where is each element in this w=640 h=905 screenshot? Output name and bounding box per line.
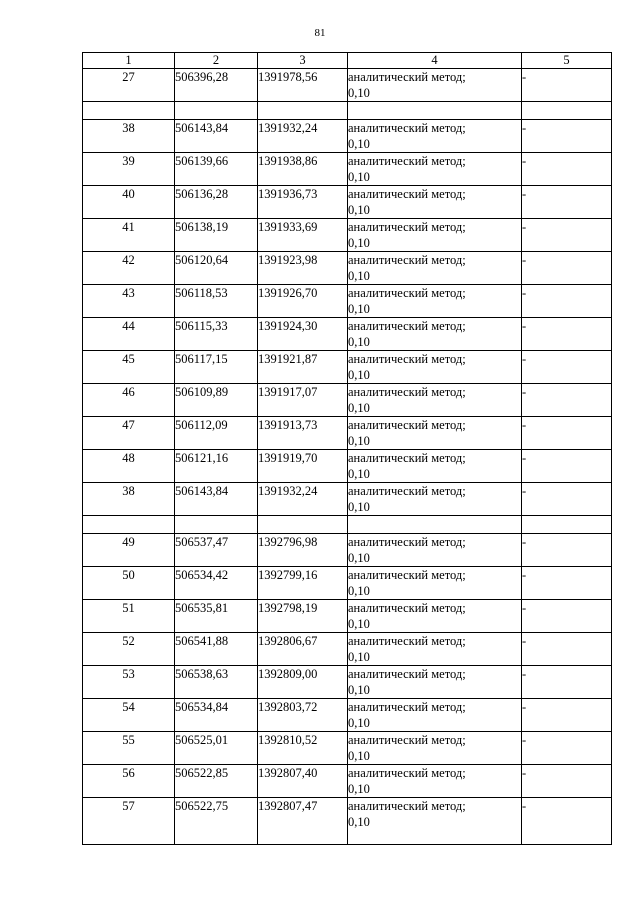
y-coordinate-cell: 1391932,24 <box>258 120 348 153</box>
y-coordinate-cell: 1391936,73 <box>258 186 348 219</box>
method-text: аналитический метод; <box>348 766 466 780</box>
table-row <box>83 600 612 633</box>
accuracy-value: 0,10 <box>348 749 370 763</box>
y-coordinate-cell: 1391923,98 <box>258 252 348 285</box>
note-cell: - <box>522 219 612 252</box>
empty-cell <box>175 516 258 534</box>
empty-cell <box>522 516 612 534</box>
x-coordinate-cell: 506139,66 <box>175 153 258 186</box>
note-cell: - <box>522 732 612 765</box>
y-coordinate-cell: 1392799,16 <box>258 567 348 600</box>
y-coordinate-cell: 1392806,67 <box>258 633 348 666</box>
empty-cell <box>258 516 348 534</box>
accuracy-value: 0,10 <box>348 86 370 100</box>
x-coordinate-cell: 506143,84 <box>175 120 258 153</box>
table-row <box>83 633 612 666</box>
x-coordinate-cell: 506118,53 <box>175 285 258 318</box>
method-cell <box>348 351 522 384</box>
table-body <box>83 69 612 845</box>
accuracy-value: 0,10 <box>348 782 370 796</box>
y-coordinate-cell: 1391932,24 <box>258 483 348 516</box>
column-header: 4 <box>348 53 522 69</box>
y-coordinate-cell: 1391978,56 <box>258 69 348 102</box>
method-text: аналитический метод; <box>348 484 466 498</box>
method-text: аналитический метод; <box>348 667 466 681</box>
accuracy-value: 0,10 <box>348 551 370 565</box>
point-number-cell: 38 <box>83 483 175 516</box>
y-coordinate-cell: 1391926,70 <box>258 285 348 318</box>
method-cell <box>348 600 522 633</box>
y-coordinate-cell: 1392796,98 <box>258 534 348 567</box>
table-row <box>83 120 612 153</box>
method-text: аналитический метод; <box>348 451 466 465</box>
empty-cell <box>522 102 612 120</box>
method-cell <box>348 69 522 102</box>
method-text: аналитический метод; <box>348 319 466 333</box>
table-row <box>83 153 612 186</box>
y-coordinate-cell: 1392798,19 <box>258 600 348 633</box>
x-coordinate-cell: 506115,33 <box>175 318 258 351</box>
accuracy-value: 0,10 <box>348 401 370 415</box>
y-coordinate-cell: 1391913,73 <box>258 417 348 450</box>
point-number-cell: 40 <box>83 186 175 219</box>
note-cell: - <box>522 186 612 219</box>
y-coordinate-cell: 1392803,72 <box>258 699 348 732</box>
y-coordinate-cell: 1392809,00 <box>258 666 348 699</box>
table-row <box>83 567 612 600</box>
x-coordinate-cell: 506109,89 <box>175 384 258 417</box>
table-row <box>83 765 612 798</box>
method-cell <box>348 219 522 252</box>
accuracy-value: 0,10 <box>348 335 370 349</box>
note-cell: - <box>522 252 612 285</box>
note-cell: - <box>522 534 612 567</box>
point-number-cell: 45 <box>83 351 175 384</box>
method-cell <box>348 450 522 483</box>
x-coordinate-cell: 506534,42 <box>175 567 258 600</box>
point-number-cell: 52 <box>83 633 175 666</box>
x-coordinate-cell: 506121,16 <box>175 450 258 483</box>
note-cell: - <box>522 318 612 351</box>
method-cell <box>348 186 522 219</box>
table-row <box>83 219 612 252</box>
empty-cell <box>258 102 348 120</box>
method-text: аналитический метод; <box>348 418 466 432</box>
method-text: аналитический метод; <box>348 700 466 714</box>
accuracy-value: 0,10 <box>348 203 370 217</box>
x-coordinate-cell: 506537,47 <box>175 534 258 567</box>
method-text: аналитический метод; <box>348 121 466 135</box>
method-text: аналитический метод; <box>348 634 466 648</box>
y-coordinate-cell: 1391921,87 <box>258 351 348 384</box>
method-text: аналитический метод; <box>348 154 466 168</box>
method-cell <box>348 483 522 516</box>
point-number-cell: 56 <box>83 765 175 798</box>
method-cell <box>348 534 522 567</box>
point-number-cell: 46 <box>83 384 175 417</box>
note-cell: - <box>522 285 612 318</box>
accuracy-value: 0,10 <box>348 683 370 697</box>
accuracy-value: 0,10 <box>348 716 370 730</box>
x-coordinate-cell: 506138,19 <box>175 219 258 252</box>
accuracy-value: 0,10 <box>348 467 370 481</box>
accuracy-value: 0,10 <box>348 617 370 631</box>
method-text: аналитический метод; <box>348 385 466 399</box>
y-coordinate-cell: 1391933,69 <box>258 219 348 252</box>
note-cell: - <box>522 153 612 186</box>
note-cell: - <box>522 69 612 102</box>
column-header: 1 <box>83 53 175 69</box>
coordinates-table <box>82 52 612 845</box>
accuracy-value: 0,10 <box>348 269 370 283</box>
x-coordinate-cell: 506136,28 <box>175 186 258 219</box>
method-cell <box>348 567 522 600</box>
x-coordinate-cell: 506535,81 <box>175 600 258 633</box>
note-cell: - <box>522 765 612 798</box>
method-cell <box>348 153 522 186</box>
group-separator-row <box>83 102 612 120</box>
x-coordinate-cell: 506112,09 <box>175 417 258 450</box>
method-cell <box>348 633 522 666</box>
method-text: аналитический метод; <box>348 70 466 84</box>
x-coordinate-cell: 506120,64 <box>175 252 258 285</box>
y-coordinate-cell: 1391938,86 <box>258 153 348 186</box>
note-cell: - <box>522 600 612 633</box>
method-text: аналитический метод; <box>348 568 466 582</box>
table-row <box>83 732 612 765</box>
point-number-cell: 57 <box>83 798 175 845</box>
x-coordinate-cell: 506396,28 <box>175 69 258 102</box>
y-coordinate-cell: 1392807,47 <box>258 798 348 845</box>
point-number-cell: 47 <box>83 417 175 450</box>
table-row <box>83 384 612 417</box>
method-cell <box>348 732 522 765</box>
note-cell: - <box>522 417 612 450</box>
accuracy-value: 0,10 <box>348 434 370 448</box>
method-text: аналитический метод; <box>348 253 466 267</box>
y-coordinate-cell: 1391919,70 <box>258 450 348 483</box>
method-text: аналитический метод; <box>348 733 466 747</box>
table-row <box>83 534 612 567</box>
note-cell: - <box>522 384 612 417</box>
method-cell <box>348 699 522 732</box>
table-row <box>83 285 612 318</box>
accuracy-value: 0,10 <box>348 137 370 151</box>
method-cell <box>348 120 522 153</box>
table-row <box>83 186 612 219</box>
page-number: 81 <box>314 27 326 39</box>
method-text: аналитический метод; <box>348 220 466 234</box>
point-number-cell: 49 <box>83 534 175 567</box>
table-row <box>83 699 612 732</box>
method-cell <box>348 384 522 417</box>
point-number-cell: 54 <box>83 699 175 732</box>
y-coordinate-cell: 1392810,52 <box>258 732 348 765</box>
method-text: аналитический метод; <box>348 352 466 366</box>
note-cell: - <box>522 666 612 699</box>
point-number-cell: 51 <box>83 600 175 633</box>
x-coordinate-cell: 506143,84 <box>175 483 258 516</box>
accuracy-value: 0,10 <box>348 815 370 829</box>
method-text: аналитический метод; <box>348 535 466 549</box>
method-cell <box>348 252 522 285</box>
accuracy-value: 0,10 <box>348 500 370 514</box>
x-coordinate-cell: 506117,15 <box>175 351 258 384</box>
method-cell <box>348 765 522 798</box>
empty-cell <box>348 102 522 120</box>
method-cell <box>348 285 522 318</box>
table-row <box>83 798 612 845</box>
method-text: аналитический метод; <box>348 286 466 300</box>
point-number-cell: 55 <box>83 732 175 765</box>
note-cell: - <box>522 567 612 600</box>
point-number-cell: 48 <box>83 450 175 483</box>
method-text: аналитический метод; <box>348 601 466 615</box>
point-number-cell: 41 <box>83 219 175 252</box>
note-cell: - <box>522 450 612 483</box>
table-row <box>83 351 612 384</box>
table-row <box>83 69 612 102</box>
method-text: аналитический метод; <box>348 187 466 201</box>
x-coordinate-cell: 506522,75 <box>175 798 258 845</box>
column-header: 5 <box>522 53 612 69</box>
y-coordinate-cell: 1391924,30 <box>258 318 348 351</box>
accuracy-value: 0,10 <box>348 236 370 250</box>
empty-cell <box>348 516 522 534</box>
accuracy-value: 0,10 <box>348 170 370 184</box>
point-number-cell: 53 <box>83 666 175 699</box>
x-coordinate-cell: 506541,88 <box>175 633 258 666</box>
point-number-cell: 27 <box>83 69 175 102</box>
point-number-cell: 42 <box>83 252 175 285</box>
note-cell: - <box>522 798 612 845</box>
column-header: 2 <box>175 53 258 69</box>
method-cell <box>348 798 522 845</box>
table-row <box>83 666 612 699</box>
note-cell: - <box>522 633 612 666</box>
x-coordinate-cell: 506525,01 <box>175 732 258 765</box>
group-separator-row <box>83 516 612 534</box>
note-cell: - <box>522 120 612 153</box>
table-row <box>83 483 612 516</box>
table-row <box>83 252 612 285</box>
note-cell: - <box>522 699 612 732</box>
y-coordinate-cell: 1392807,40 <box>258 765 348 798</box>
table-row <box>83 318 612 351</box>
point-number-cell: 50 <box>83 567 175 600</box>
method-cell <box>348 318 522 351</box>
point-number-cell: 39 <box>83 153 175 186</box>
y-coordinate-cell: 1391917,07 <box>258 384 348 417</box>
accuracy-value: 0,10 <box>348 650 370 664</box>
accuracy-value: 0,10 <box>348 368 370 382</box>
x-coordinate-cell: 506534,84 <box>175 699 258 732</box>
method-cell <box>348 417 522 450</box>
x-coordinate-cell: 506522,85 <box>175 765 258 798</box>
table-row <box>83 417 612 450</box>
point-number-cell: 43 <box>83 285 175 318</box>
table-row <box>83 450 612 483</box>
method-text: аналитический метод; <box>348 799 466 813</box>
empty-cell <box>83 102 175 120</box>
note-cell: - <box>522 483 612 516</box>
accuracy-value: 0,10 <box>348 584 370 598</box>
empty-cell <box>83 516 175 534</box>
x-coordinate-cell: 506538,63 <box>175 666 258 699</box>
empty-cell <box>175 102 258 120</box>
point-number-cell: 38 <box>83 120 175 153</box>
column-header: 3 <box>258 53 348 69</box>
method-cell <box>348 666 522 699</box>
accuracy-value: 0,10 <box>348 302 370 316</box>
point-number-cell: 44 <box>83 318 175 351</box>
note-cell: - <box>522 351 612 384</box>
table-header-row <box>83 53 612 69</box>
